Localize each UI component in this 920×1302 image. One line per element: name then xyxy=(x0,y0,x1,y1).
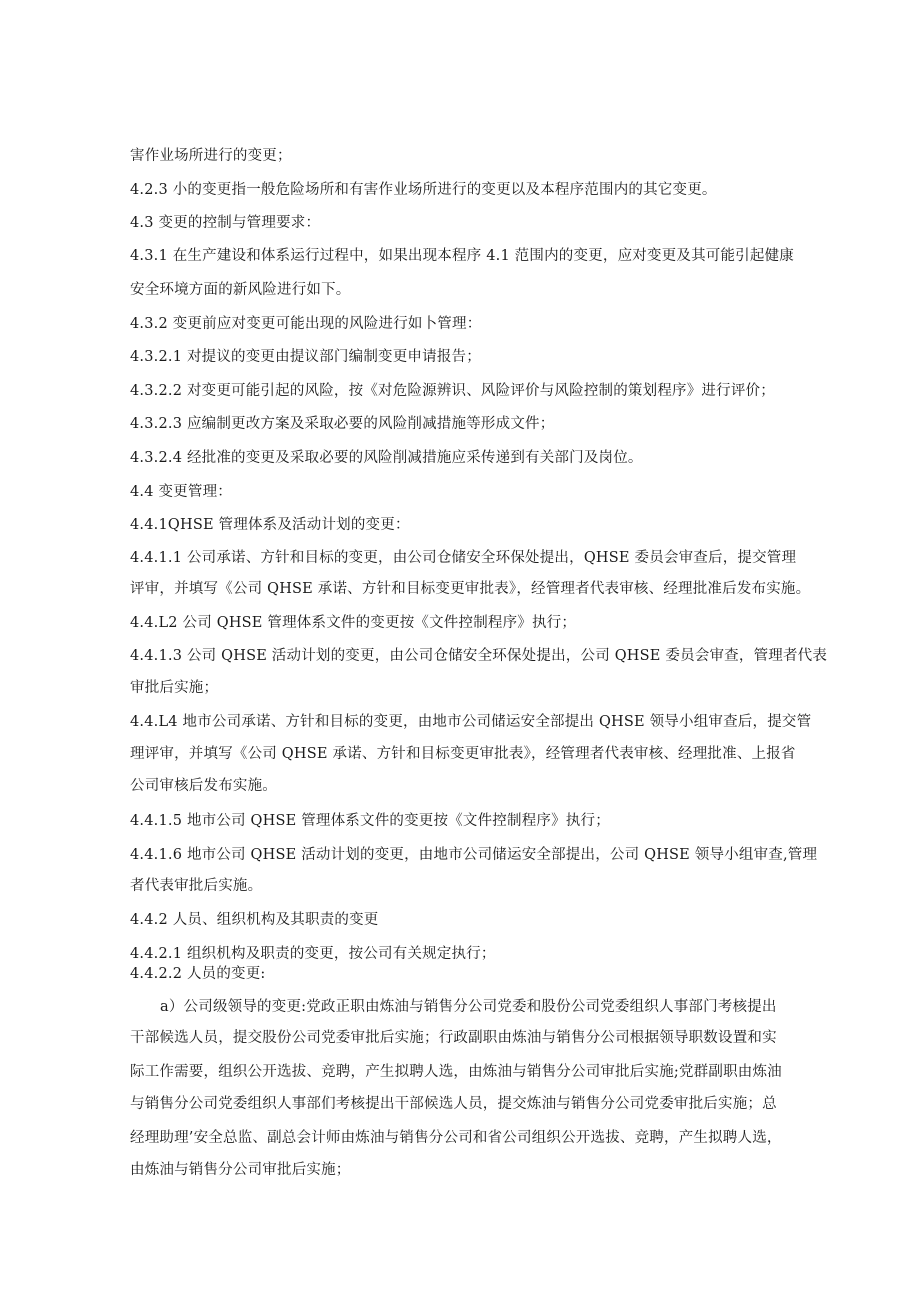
text-line-1: 害作业场所进行的变更； xyxy=(130,148,292,164)
text-line-9: 4.3.2.3 应编制更改方案及采取必要的风险削减措施等形成文件； xyxy=(130,416,555,432)
text-line-14: 评审，并填写《公司 QHSE 承诺、方针和目标变更审批表》，经管理者代表审核、经理批准后发布实施。 xyxy=(130,581,811,597)
text-line-24: 4.4.2 人员、组织机构及其职责的变更 xyxy=(130,912,379,928)
text-line-15: 4.4.L2 公司 QHSE 管理体系文件的变更按《文件控制程序》执行； xyxy=(130,615,577,631)
text-line-30: 与销售分公司党委组织人事部们考核提出干部候选人员，提交炼油与销售分公司党委审批后实施；总 xyxy=(130,1096,777,1112)
text-line-19: 理评审，并填写《公司 QHSE 承诺、方针和目标变更审批表》，经管理者代表审核、经理批准、上报省 xyxy=(130,746,796,762)
text-line-8: 4.3.2.2 对变更可能引起的风险，按《对危险源辨识、风险评价与风险控制的策划程序》进行评价； xyxy=(130,383,775,399)
text-line-12: 4.4.1QHSE 管理体系及活动计划的变更： xyxy=(130,517,410,533)
text-line-27: a）公司级领导的变更:党政正职由炼油与销售分公司党委和股份公司党委组织人事部门考核提出 xyxy=(160,999,777,1015)
text-line-28: 干部候选人员，提交股份公司党委审批后实施；行政副职由炼油与销售分公司根据领导职数设置和实 xyxy=(130,1030,777,1046)
text-line-16: 4.4.1.3 公司 QHSE 活动计划的变更，由公司仓储安全环保处提出，公司 QHSE 委员会审查，管理者代表 xyxy=(130,648,828,664)
text-line-18: 4.4.L4 地市公司承诺、方针和目标的变更，由地市公司储运安全部提出 QHSE 领导小组审查后，提交管 xyxy=(130,714,812,730)
text-line-23: 者代表审批后实施。 xyxy=(130,878,263,894)
text-line-22: 4.4.1.6 地市公司 QHSE 活动计划的变更，由地市公司储运安全部提出，公司 QHSE 领导小组审查,管理 xyxy=(130,847,818,863)
text-line-10: 4.3.2.4 经批准的变更及采取必要的风险削减措施应采传递到有关部门及岗位。 xyxy=(130,450,643,466)
text-line-3: 4.3 变更的控制与管理要求： xyxy=(130,215,321,231)
text-line-25: 4.4.2.1 组织机构及职责的变更，按公司有关规定执行； xyxy=(130,946,496,962)
text-line-17: 审批后实施； xyxy=(130,680,219,696)
text-line-6: 4.3.2 变更前应对变更可能出现的风险进行如卜管理： xyxy=(130,316,482,332)
text-line-32: 由炼油与销售分公司审批后实施； xyxy=(130,1162,351,1178)
text-line-20: 公司审核后发布实施。 xyxy=(130,778,277,794)
text-line-21: 4.4.1.5 地市公司 QHSE 管理体系文件的变更按《文件控制程序》执行； xyxy=(130,813,610,829)
text-line-2: 4.2.3 小的变更指一般危险场所和有害作业场所进行的变更以及本程序范围内的其它变更。 xyxy=(130,182,717,198)
text-line-4: 4.3.1 在生产建设和体系运行过程中，如果出现本程序 4.1 范围内的变更，应对变更及其可能引起健康 xyxy=(130,248,794,264)
text-line-29: 际工作需要，组织公开选拔、竞聘，产生拟聘人选，由炼油与销售分公司审批后实施;党群副职由炼油 xyxy=(130,1064,782,1080)
text-line-13: 4.4.1.1 公司承诺、方针和目标的变更，由公司仓储安全环保处提出，QHSE 委员会审查后，提交管理 xyxy=(130,550,797,566)
text-line-31: 经理助理’安全总监、副总会计师由炼油与销售分公司和省公司组织公开选拔、竞聘，产生拟聘人选， xyxy=(130,1130,782,1146)
text-line-11: 4.4 变更管理： xyxy=(130,484,232,500)
text-line-7: 4.3.2.1 对提议的变更由提议部门编制变更申请报告； xyxy=(130,349,481,365)
text-line-26: 4.4.2.2 人员的变更: xyxy=(130,966,266,982)
text-line-5: 安全环境方面的新风险进行如下。 xyxy=(130,282,351,298)
